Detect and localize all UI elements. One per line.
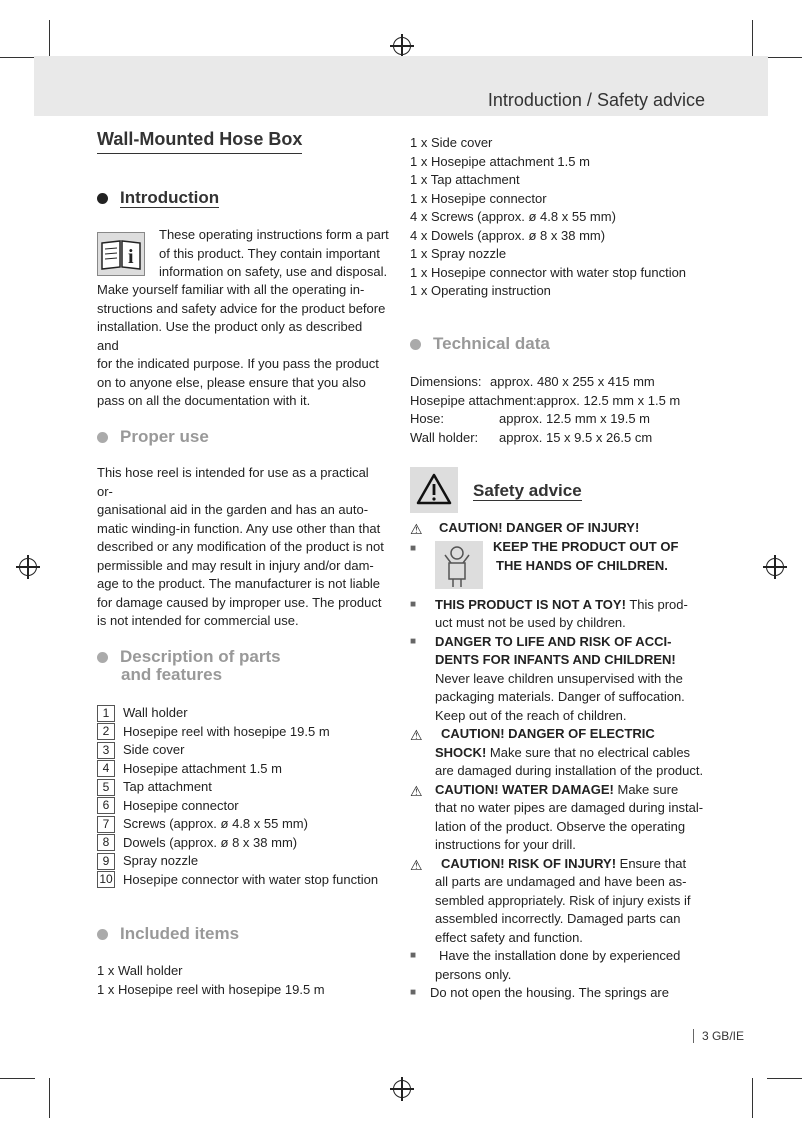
section-technical-heading — [410, 334, 550, 354]
list-item: 1 x Wall holder — [97, 963, 183, 978]
text-line: Have the installation done by experienced — [439, 948, 681, 963]
bullet-icon — [410, 339, 421, 350]
heading-text: Safety advice — [473, 481, 582, 500]
section-safety-heading — [473, 481, 582, 501]
included-list-start — [97, 962, 387, 999]
crop-mark — [767, 1078, 802, 1079]
section-included-heading — [97, 924, 239, 944]
heading-text: and features — [121, 665, 223, 684]
registration-mark-icon — [393, 1080, 411, 1098]
text-line: that no water pipes are damaged during instal- — [435, 800, 704, 815]
part-label: Hosepipe connector with water stop function — [123, 871, 379, 887]
caution-text: DENTS FOR INFANTS AND CHILDREN! — [435, 652, 676, 667]
safety-item — [410, 781, 710, 855]
list-item: 1 x Tap attachment — [410, 172, 520, 187]
bullet-icon — [97, 432, 108, 443]
list-item: 4 x Dowels (approx. ø 8 x 38 mm) — [410, 227, 606, 243]
list-item — [97, 852, 387, 871]
bullet-icon — [97, 193, 108, 204]
heading-text: Introduction — [120, 188, 220, 207]
safety-item — [410, 519, 710, 538]
text-line: pass on all the documentation with it. — [97, 393, 311, 408]
part-number: 10 — [97, 871, 115, 888]
bullet-icon — [97, 652, 108, 663]
list-item — [97, 723, 387, 742]
heading-text: Included items — [120, 924, 240, 943]
text-line: Make sure that no electrical cables — [489, 744, 691, 760]
text-line: on to anyone else, please ensure that you also — [97, 374, 366, 390]
introduction-text — [97, 281, 387, 411]
part-label: Hosepipe reel with hosepipe 19.5 m — [123, 723, 330, 739]
text-line: described or any modification of the product is not — [97, 539, 384, 554]
square-bullet-icon: ■ — [410, 542, 417, 554]
caution-text: SHOCK! — [435, 744, 487, 760]
part-label: Tap attachment — [123, 779, 212, 794]
text-line: effect safety and function. — [435, 929, 583, 945]
parts-list — [97, 704, 387, 889]
heading-text: Proper use — [120, 427, 209, 446]
part-label: Side cover — [123, 742, 185, 757]
crop-mark — [49, 1078, 50, 1118]
part-label: Screws (approx. ø 4.8 x 55 mm) — [123, 816, 308, 831]
text-line: packaging materials. Danger of suffocation. — [435, 689, 685, 704]
page-number: 3 GB/IE — [693, 1029, 744, 1043]
caution-text: DANGER TO LIFE AND RISK OF ACCI- — [435, 633, 672, 649]
part-label: Spray nozzle — [123, 853, 199, 868]
crop-mark — [752, 20, 753, 58]
section-proper-use-heading — [97, 427, 209, 447]
crop-mark — [0, 57, 35, 58]
text-line: is not intended for commercial use. — [97, 613, 299, 628]
part-number: 7 — [97, 816, 115, 833]
list-item: 4 x Screws (approx. ø 4.8 x 55 mm) — [410, 209, 616, 224]
info-book-icon — [97, 232, 145, 276]
section-introduction-heading — [97, 188, 219, 208]
caution-text: THIS PRODUCT IS NOT A TOY! — [435, 596, 626, 612]
registration-mark-icon — [393, 37, 411, 55]
crop-mark — [0, 1078, 35, 1079]
text-line: persons only. — [435, 966, 512, 982]
caution-triangle-icon: ⚠ — [410, 856, 423, 873]
list-item: 1 x Operating instruction — [410, 283, 551, 298]
text-line: are damaged during installation of the product. — [435, 763, 704, 778]
list-item — [97, 815, 387, 834]
tech-label: Wall holder: — [410, 429, 479, 445]
list-item — [97, 797, 387, 816]
tech-row — [410, 373, 710, 392]
safety-item — [410, 633, 710, 726]
list-item: 1 x Hosepipe connector — [410, 190, 547, 206]
page-title: Wall-Mounted Hose Box — [97, 129, 302, 154]
part-number: 1 — [97, 705, 115, 722]
caution-triangle-icon: ⚠ — [410, 782, 423, 799]
tech-row — [410, 392, 710, 411]
crop-mark — [49, 20, 50, 58]
text-line: for the indicated purpose. If you pass the product — [97, 356, 379, 371]
warning-triangle-icon — [410, 467, 458, 513]
text-line: structions and safety advice for the product before — [97, 300, 386, 316]
list-item: 1 x Spray nozzle — [410, 246, 507, 261]
part-number: 4 — [97, 760, 115, 777]
list-item: 1 x Hosepipe connector with water stop function — [410, 264, 687, 280]
text-line: This hose reel is intended for use as a practical or- — [97, 465, 369, 499]
text-line: all parts are undamaged and have been as- — [435, 874, 687, 889]
text-line: lation of the product. Observe the operating — [435, 818, 686, 834]
heading-text: Description of parts — [120, 647, 281, 666]
list-item: 1 x Side cover — [410, 135, 493, 150]
part-label: Wall holder — [123, 705, 188, 720]
tech-label: Hose: — [410, 411, 444, 426]
tech-label: Hosepipe attachment: — [410, 392, 537, 408]
caution-triangle-icon: ⚠ — [410, 727, 423, 743]
introduction-text-top — [159, 226, 389, 282]
technical-data — [410, 373, 710, 447]
tech-value: approx. 12.5 mm x 19.5 m — [499, 411, 651, 426]
text-line: for damage caused by improper use. The product — [97, 594, 382, 610]
list-item — [97, 741, 387, 760]
part-number: 3 — [97, 742, 115, 759]
text-line: age to the product. The manufacturer is not liable — [97, 576, 381, 591]
section-parts-heading — [97, 648, 281, 684]
caution-text: THE HANDS OF CHILDREN. — [496, 557, 668, 573]
registration-mark-icon — [766, 558, 784, 576]
caution-text: CAUTION! WATER DAMAGE! — [435, 781, 614, 797]
header-title: Introduction / Safety advice — [487, 90, 705, 110]
tech-row — [410, 429, 710, 448]
part-number: 9 — [97, 853, 115, 870]
tech-value: approx. 480 x 255 x 415 mm — [490, 374, 655, 389]
text-line: information on safety, use and disposal. — [159, 264, 388, 279]
tech-value: approx. 15 x 9.5 x 26.5 cm — [499, 429, 653, 445]
text-line: ganisational aid in the garden and has an auto- — [97, 502, 369, 517]
child-warning-icon — [435, 541, 483, 589]
text-line: Ensure that — [619, 855, 687, 871]
text-line: Keep out of the reach of children. — [435, 707, 627, 723]
tech-value: approx. 12.5 mm x 1.5 m — [536, 392, 681, 408]
safety-item-children — [410, 538, 710, 596]
included-list-cont — [410, 134, 710, 301]
part-number: 6 — [97, 797, 115, 814]
list-item — [97, 778, 387, 797]
text-line: Do not open the housing. The springs are — [430, 985, 669, 1000]
part-number: 8 — [97, 834, 115, 851]
caution-text: CAUTION! RISK OF INJURY! — [441, 855, 617, 871]
list-item: 1 x Hosepipe attachment 1.5 m — [410, 153, 590, 169]
caution-triangle-icon: ⚠ — [410, 521, 423, 537]
text-line: installation. Use the product only as described and — [97, 319, 363, 353]
safety-item — [410, 596, 710, 633]
part-label: Hosepipe connector — [123, 797, 239, 813]
square-bullet-icon: ■ — [410, 598, 417, 610]
safety-item — [410, 725, 710, 781]
square-bullet-icon: ■ — [410, 635, 417, 647]
text-line: permissible and may result in injury and/or dam- — [97, 557, 374, 573]
crop-mark — [767, 57, 802, 58]
text-line: assembled incorrectly. Damaged parts can — [435, 911, 681, 926]
part-label: Dowels (approx. ø 8 x 38 mm) — [123, 834, 298, 850]
text-line: These operating instructions form a part — [159, 227, 389, 242]
text-line: This prod- — [629, 596, 688, 612]
list-item — [97, 704, 387, 723]
square-bullet-icon: ■ — [410, 950, 417, 961]
safety-item — [410, 984, 710, 1003]
caution-text: KEEP THE PRODUCT OUT OF — [493, 538, 679, 554]
safety-item — [410, 855, 710, 948]
list-item: 1 x Hosepipe reel with hosepipe 19.5 m — [97, 981, 325, 997]
crop-mark — [752, 1078, 753, 1118]
text-line: uct must not be used by children. — [435, 615, 626, 630]
heading-text: Technical data — [433, 334, 550, 353]
text-line: instructions for your drill. — [435, 837, 576, 852]
safety-item — [410, 947, 710, 984]
text-line: matic winding-in function. Any use other than that — [97, 520, 381, 536]
svg-text:i: i — [128, 246, 134, 268]
text-line: Never leave children unsupervised with the — [435, 670, 683, 686]
list-item — [97, 760, 387, 779]
caution-text: CAUTION! DANGER OF ELECTRIC — [441, 726, 655, 741]
tech-label: Dimensions: — [410, 374, 482, 389]
tech-row — [410, 410, 710, 429]
list-item — [97, 871, 387, 890]
caution-text: CAUTION! DANGER OF INJURY! — [439, 520, 640, 535]
text-line: Make sure — [617, 781, 679, 797]
proper-use-text — [97, 464, 387, 631]
part-label: Hosepipe attachment 1.5 m — [123, 760, 282, 776]
list-item — [97, 834, 387, 853]
bullet-icon — [97, 929, 108, 940]
safety-content — [410, 519, 710, 1003]
text-line: sembled appropriately. Risk of injury exists if — [435, 892, 691, 908]
text-line: Make yourself familiar with all the operating in- — [97, 282, 365, 297]
part-number: 5 — [97, 779, 115, 796]
text-line: of this product. They contain important — [159, 245, 380, 261]
part-number: 2 — [97, 723, 115, 740]
square-bullet-icon: ■ — [410, 987, 417, 998]
registration-mark-icon — [19, 558, 37, 576]
